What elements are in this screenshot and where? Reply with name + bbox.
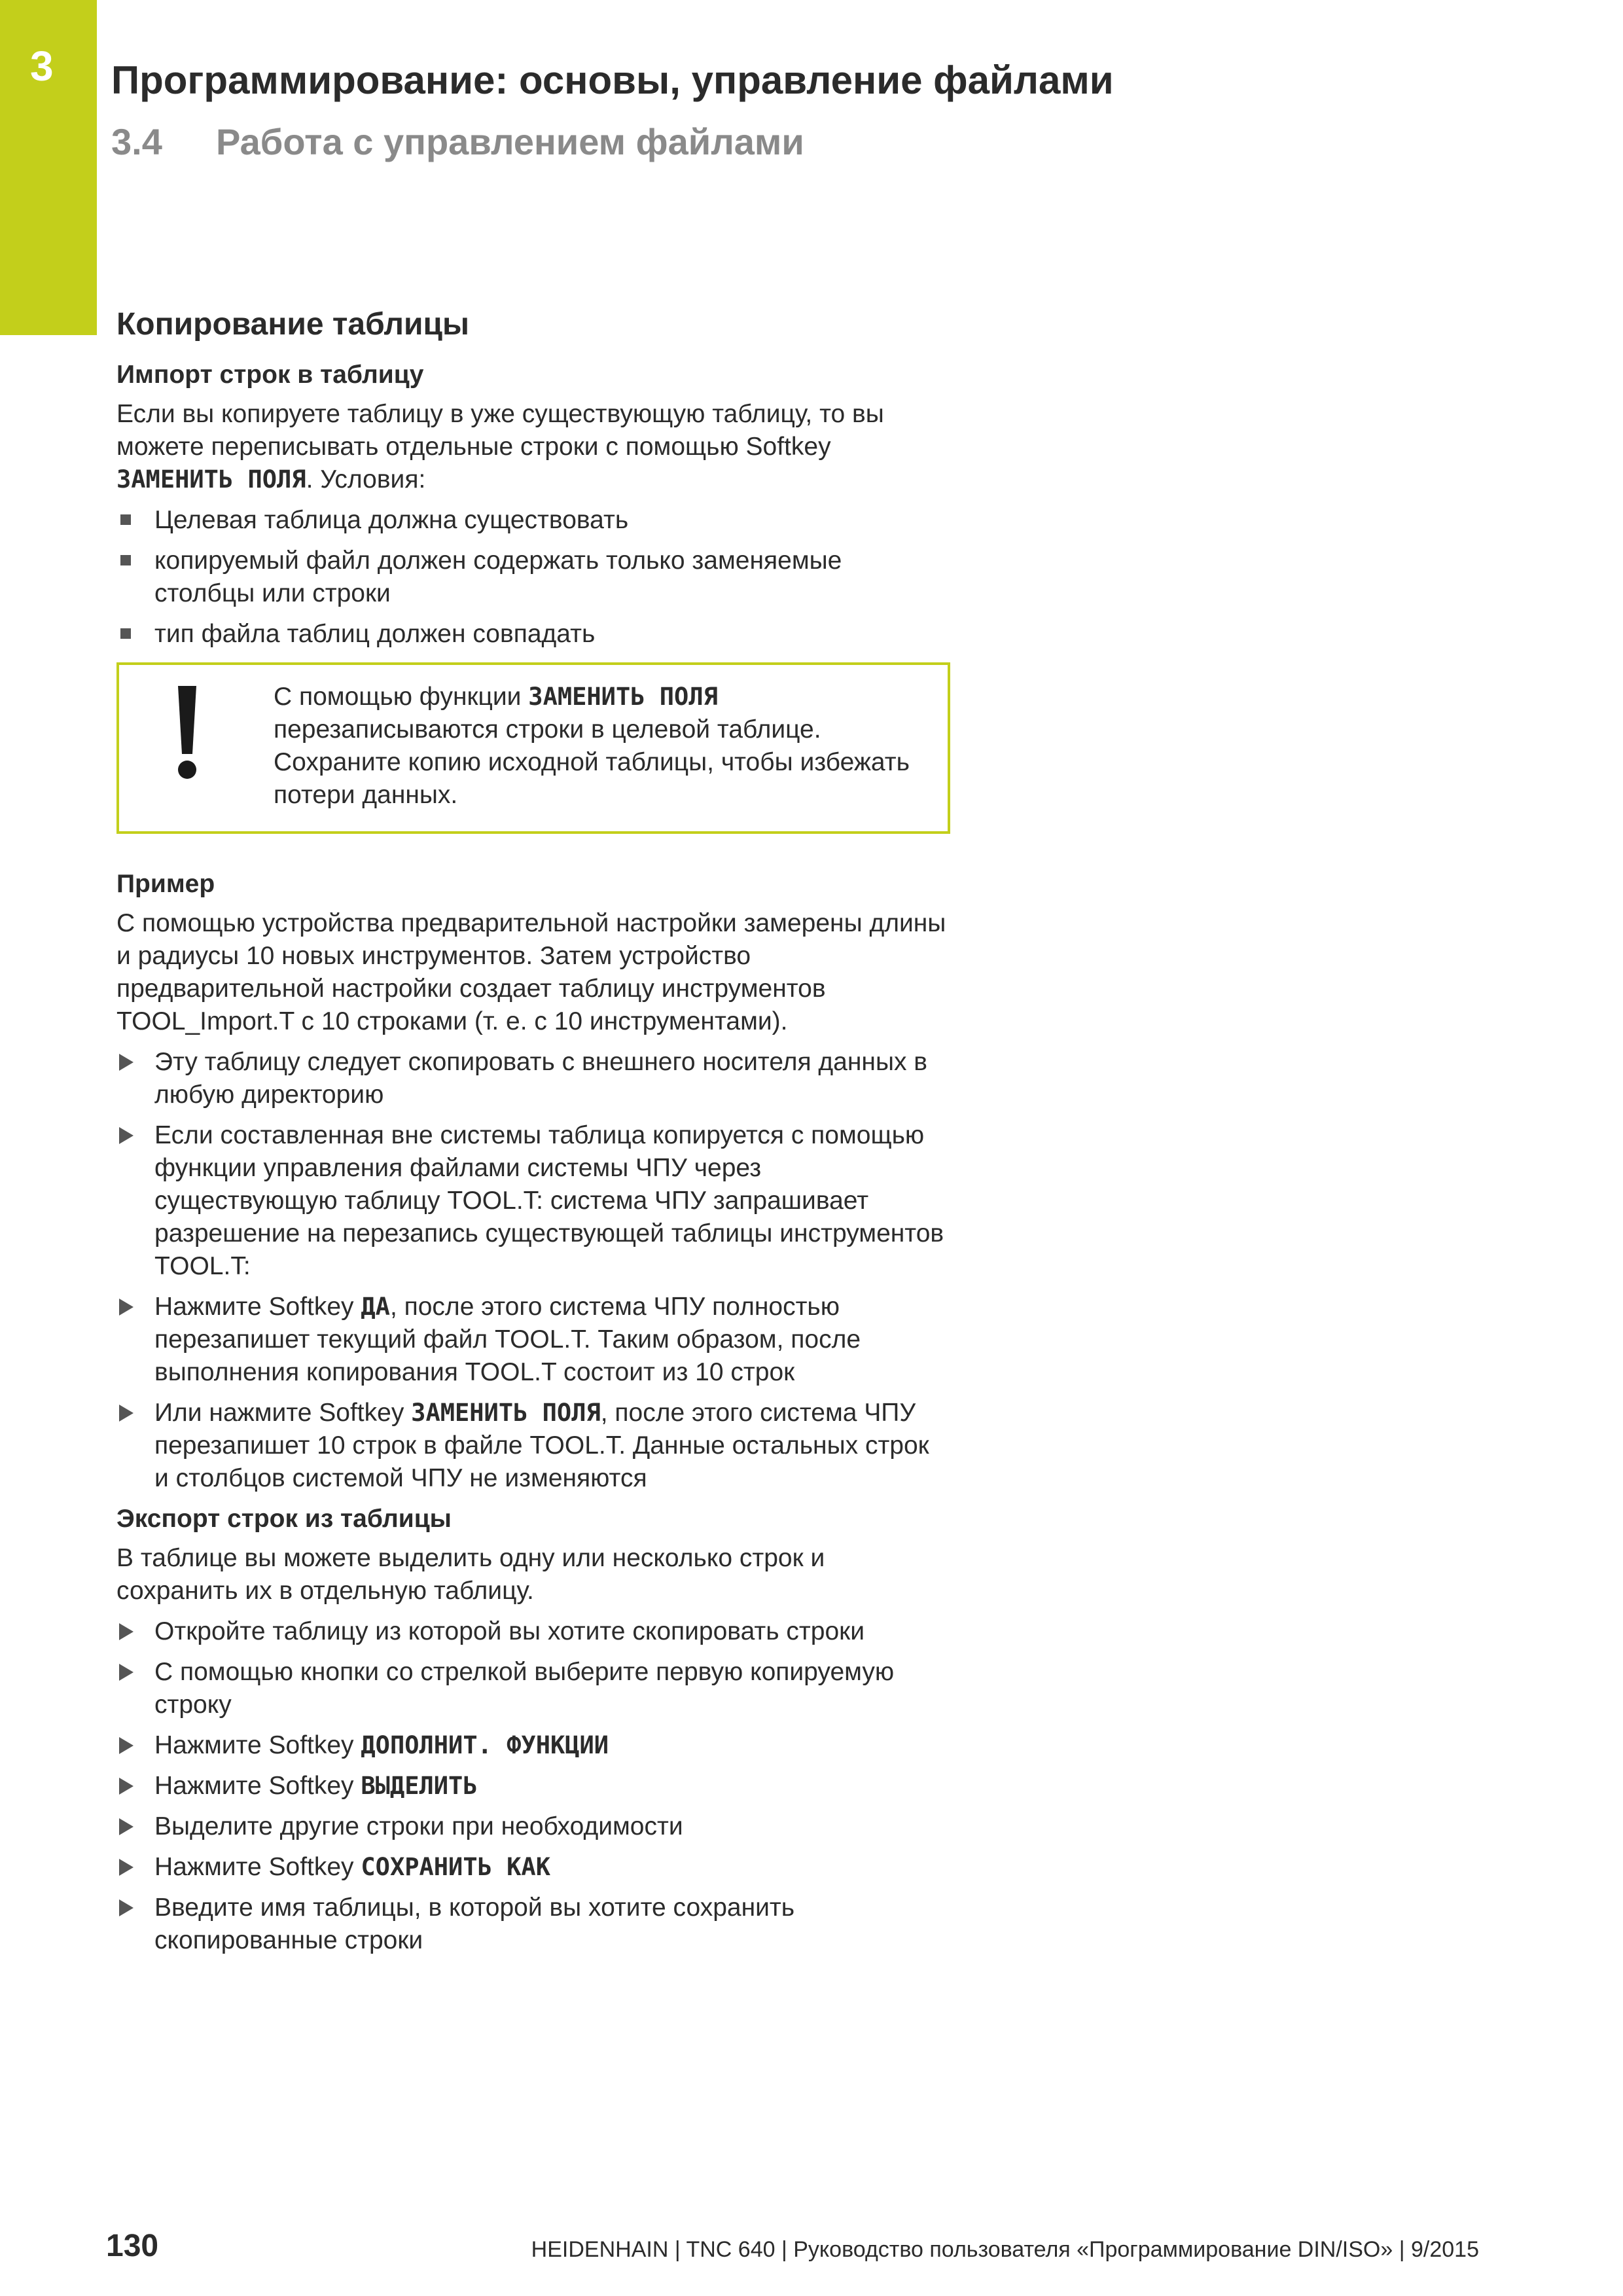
import-intro-text: Если вы копируете таблицу в уже существующую таблицу, то вы можете переписывать отдельные строки с помощью Softkey <box>116 400 884 461</box>
note-text-start: С помощью функции <box>274 683 529 711</box>
step-text: Или нажмите Softkey <box>154 1399 412 1427</box>
conditions-list <box>116 504 948 651</box>
heading-export-rows: Экспорт строк из таблицы <box>116 1505 452 1533</box>
export-steps <box>116 1615 948 1957</box>
step-text: , после этого система ЧПУ полностью перезапишет текущий файл TOOL.T. Таким образом, после выполнения копирования TOOL.T состоит из 10 строк <box>154 1293 861 1386</box>
section-number: 3.4 <box>111 121 162 162</box>
softkey-select: ВЫДЕЛИТЬ <box>361 1772 478 1800</box>
example-steps <box>116 1046 948 1495</box>
softkey-save-as: СОХРАНИТЬ КАК <box>361 1853 550 1881</box>
section-title <box>111 120 804 163</box>
warning-note <box>116 662 950 834</box>
step-text: Нажмите Softkey <box>154 1731 361 1759</box>
exclamation-icon <box>173 683 202 781</box>
step-text: Нажмите Softkey <box>154 1293 361 1321</box>
step-text: , после этого система ЧПУ перезапишет 10 строк в файле TOOL.T. Данные остальных строк и столбцов системой ЧПУ не изменяются <box>154 1399 929 1492</box>
list-item: Целевая таблица должна существовать <box>116 504 948 537</box>
list-item <box>116 1851 948 1884</box>
chapter-number: 3 <box>30 43 54 90</box>
section-title-text: Работа с управлением файлами <box>216 121 804 162</box>
softkey-extra-functions: ДОПОЛНИТ. ФУНКЦИИ <box>361 1731 609 1759</box>
page-number: 130 <box>106 2229 159 2263</box>
chapter-tab <box>0 0 97 335</box>
step-text: Нажмите Softkey <box>154 1772 361 1800</box>
footer-info: HEIDENHAIN | TNC 640 | Руководство пользователя «Программирование DIN/ISO» | 9/2015 <box>531 2237 1479 2262</box>
heading-example: Пример <box>116 870 215 898</box>
list-item: С помощью кнопки со стрелкой выберите первую копируемую строку <box>116 1656 948 1721</box>
main-content <box>116 305 948 1965</box>
import-intro-suffix: . Условия: <box>306 465 426 493</box>
heading-copy-table: Копирование таблицы <box>116 307 470 342</box>
list-item <box>116 1397 948 1495</box>
heading-import-rows: Импорт строк в таблицу <box>116 361 424 389</box>
list-item <box>116 1729 948 1762</box>
list-item <box>116 1770 948 1803</box>
chapter-title: Программирование: основы, управление файлами <box>111 58 1114 102</box>
list-item: Эту таблицу следует скопировать с внешнего носителя данных в любую директорию <box>116 1046 948 1111</box>
note-softkey: ЗАМЕНИТЬ ПОЛЯ <box>528 683 718 711</box>
list-item: Введите имя таблицы, в которой вы хотите сохранить скопированные строки <box>116 1892 948 1957</box>
list-item: тип файла таблиц должен совпадать <box>116 618 948 651</box>
softkey-yes: ДА <box>361 1293 390 1321</box>
step-text: Нажмите Softkey <box>154 1853 361 1881</box>
list-item: Если составленная вне системы таблица копируется с помощью функции управления файлами системы ЧПУ через существующую таблицу TOOL.T: система ЧПУ запрашивает разрешение на перезапись существующей таблицы инструментов TOOL.T: <box>116 1119 948 1283</box>
list-item: Выделите другие строки при необходимости <box>116 1810 948 1843</box>
list-item <box>116 1291 948 1389</box>
export-intro: В таблице вы можете выделить одну или несколько строк и сохранить их в отдельную таблицу. <box>116 1544 825 1605</box>
note-text-end: перезаписываются строки в целевой таблице. Сохраните копию исходной таблицы, чтобы избежать потери данных. <box>274 715 910 809</box>
list-item: копируемый файл должен содержать только заменяемые столбцы или строки <box>116 545 948 610</box>
list-item: Откройте таблицу из которой вы хотите скопировать строки <box>116 1615 948 1648</box>
import-intro <box>116 398 948 496</box>
note-text <box>274 681 935 812</box>
softkey-replace-fields: ЗАМЕНИТЬ ПОЛЯ <box>411 1399 601 1427</box>
example-intro: С помощью устройства предварительной настройки замерены длины и радиусы 10 новых инструментов. Затем устройство предварительной настройки создает таблицу инструментов TOOL_Import.T с 10 строками (т. е. с 10 инструментами). <box>116 909 946 1035</box>
softkey-replace-fields: ЗАМЕНИТЬ ПОЛЯ <box>116 465 306 493</box>
